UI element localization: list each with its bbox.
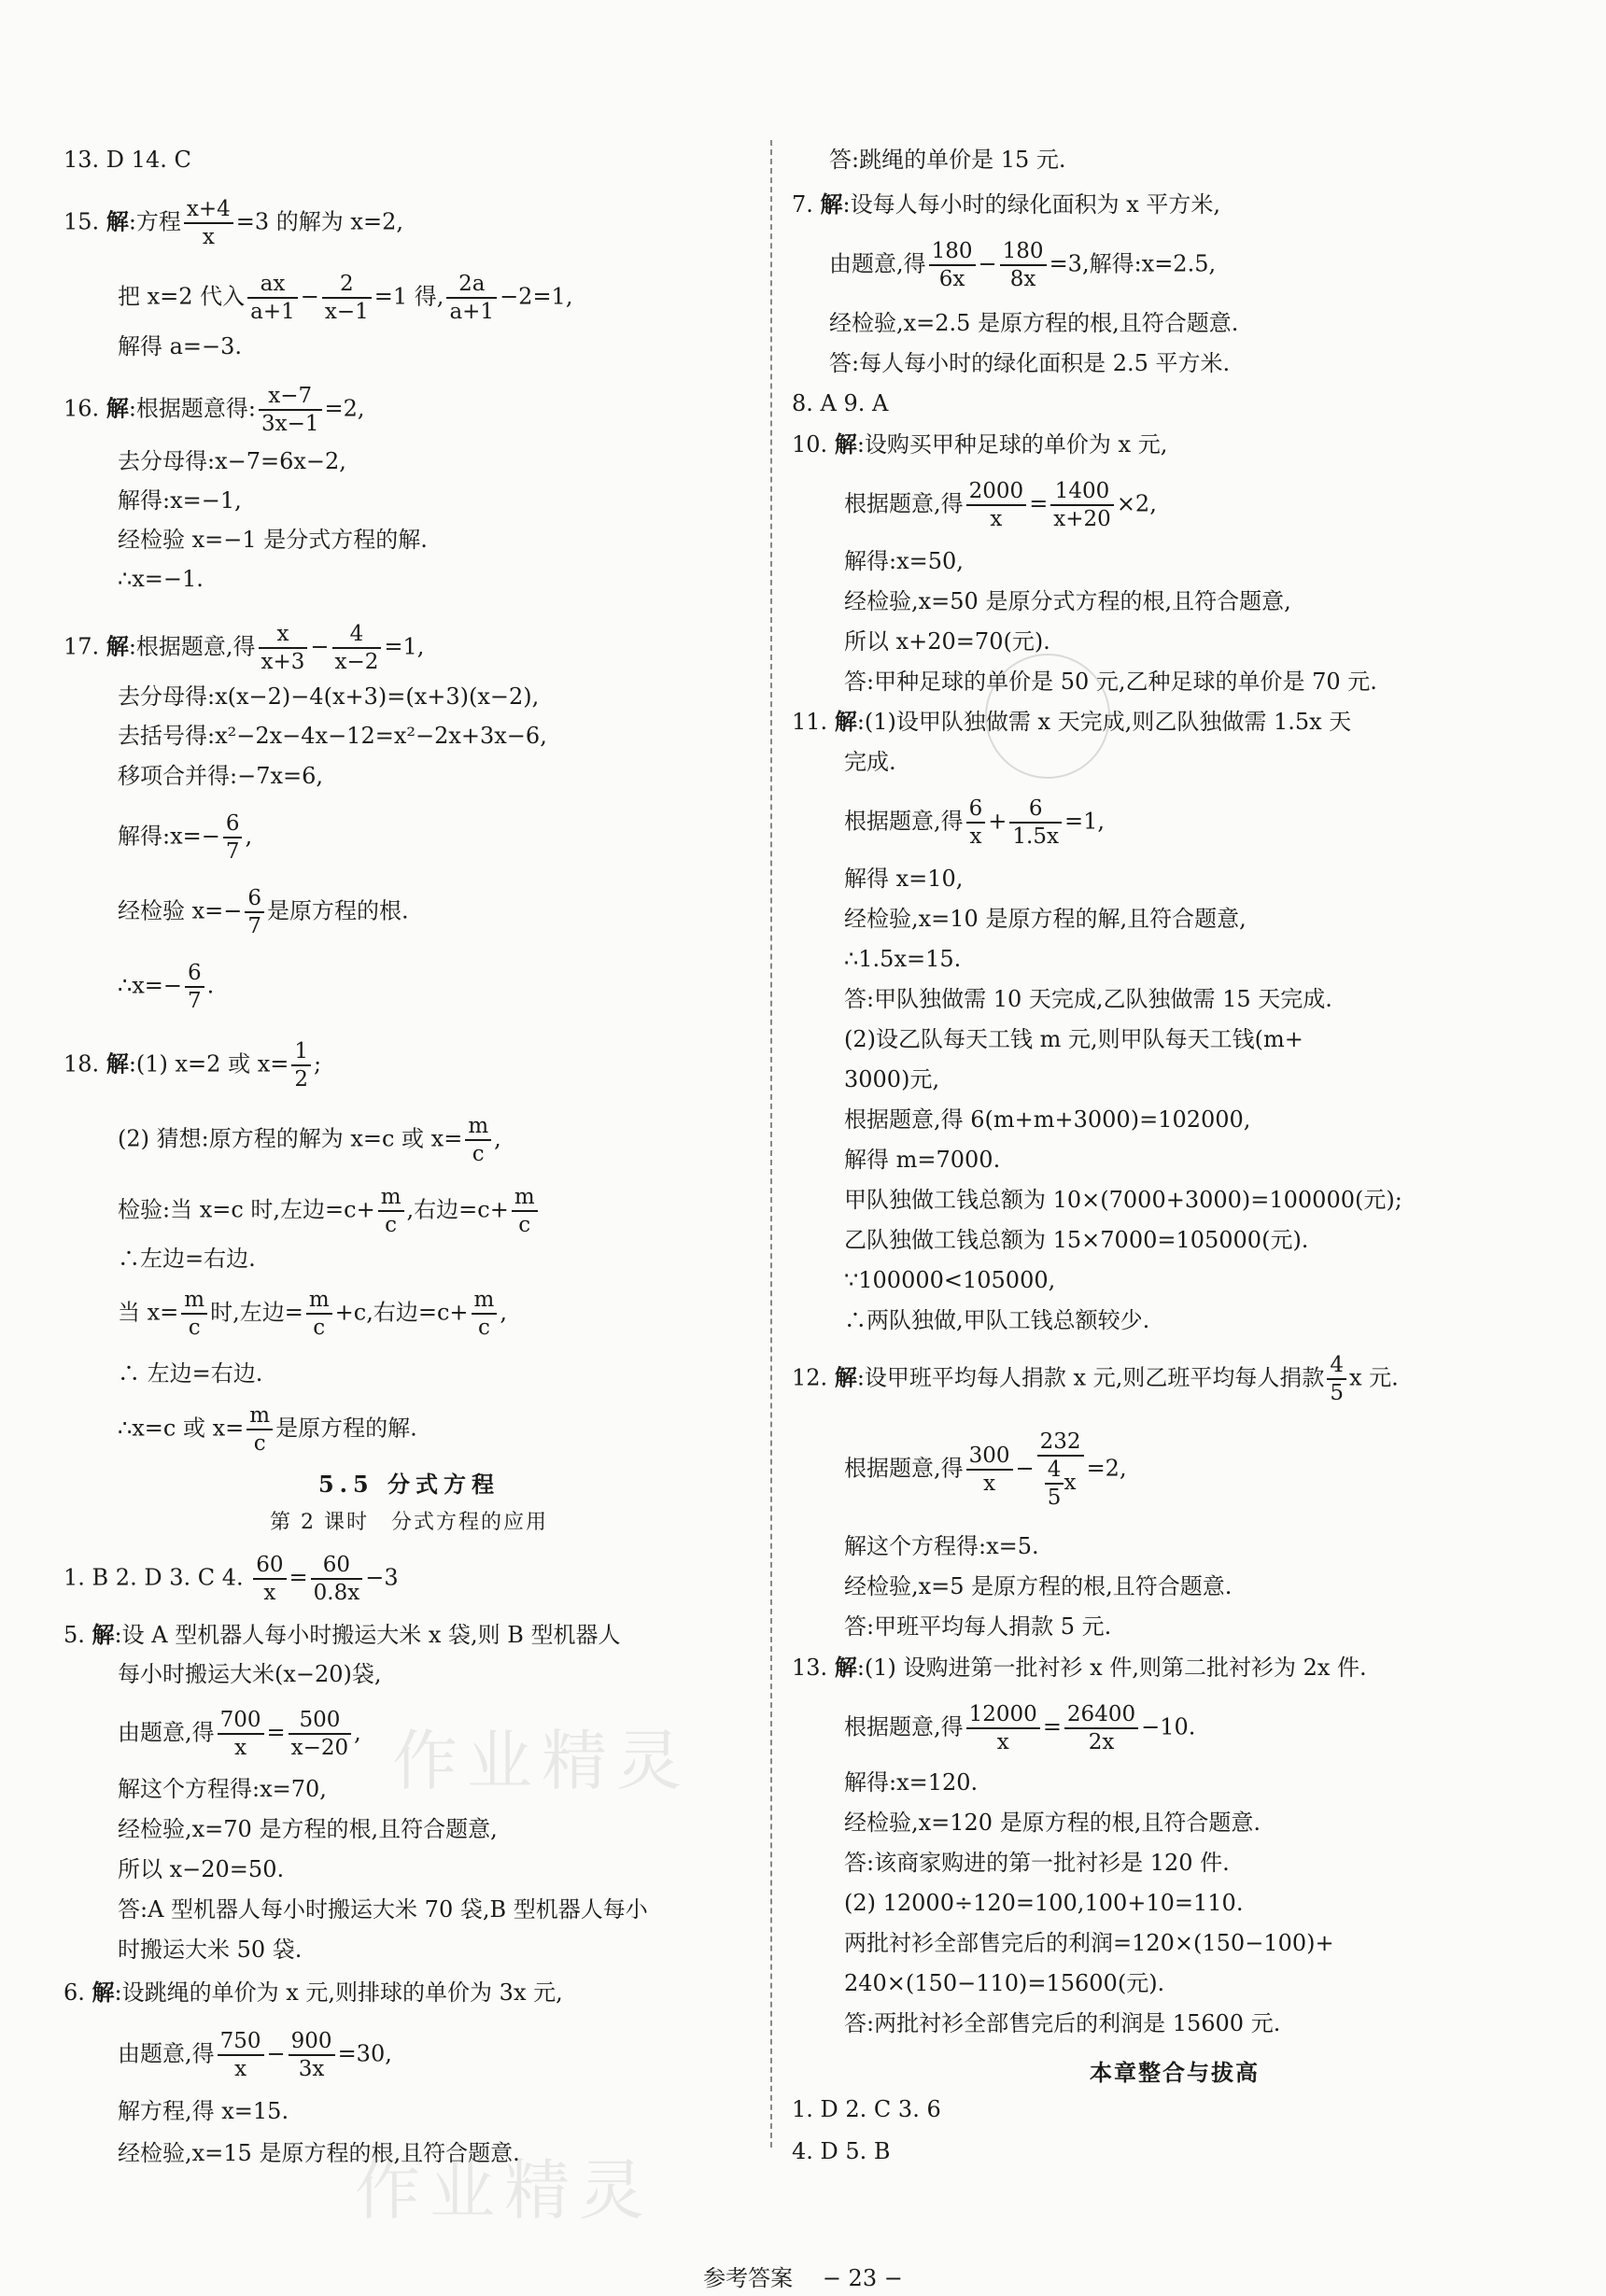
question-18-step: ∴x=c 或 x= $\frac{m}{c}$ 是原方程的解. <box>118 1403 417 1456</box>
question-5-step: 每小时搬运大米(x−20)袋, <box>118 1661 382 1687</box>
question-10-step: 根据题意,得 $\frac{2000}{x}$ = $\frac{1400}{x+20}$ ×2, <box>844 479 1157 531</box>
question-17-step: 解得:x=− $\frac{6}{7}$ , <box>118 811 253 864</box>
question-13-step: 答:该商家购进的第一批衬衫是 120 件. <box>844 1850 1230 1876</box>
question-13: 13. 解:(1) 设购进第一批衬衫 x 件,则第二批衬衫为 2x 件. <box>792 1654 1367 1681</box>
question-13-step: 两批衬衫全部售完后的利润=120×(150−100)+ <box>844 1930 1334 1956</box>
question-10-step: 解得:x=50, <box>844 548 964 574</box>
section-subheading: 第 2 课时 分式方程的应用 <box>270 1511 548 1534</box>
question-13-step: 240×(150−110)=15600(元). <box>844 1970 1165 1996</box>
question-11: 11. 解:(1)设甲队独做需 x 天完成,则乙队独做需 1.5x 天 <box>792 708 1352 735</box>
question-11-step: 甲队独做工钱总额为 10×(7000+3000)=100000(元); <box>844 1187 1402 1213</box>
question-12-step: 答:甲班平均每人捐款 5 元. <box>844 1613 1112 1640</box>
question-5-step: 经检验,x=70 是方程的根,且符合题意, <box>118 1816 498 1842</box>
question-7-step: 经检验,x=2.5 是原方程的根,且符合题意. <box>829 310 1239 336</box>
answer-line: 4. D 5. B <box>792 2138 891 2164</box>
question-18-step: 当 x= $\frac{m}{c}$ 时,左边= $\frac{m}{c}$ +c,右边=c+ $\frac{m}{c}$ , <box>118 1288 507 1340</box>
question-5-step: 解这个方程得:x=70, <box>118 1776 327 1802</box>
watermark: 作业精灵 <box>392 1723 691 1799</box>
answer-line: 8. A 9. A <box>792 390 889 416</box>
question-11-step: 根据题意,得 6(m+m+3000)=102000, <box>844 1106 1251 1133</box>
question-11-step: (2)设乙队每天工钱 m 元,则甲队每天工钱(m+ <box>844 1026 1303 1052</box>
question-11-step: 解得 x=10, <box>844 866 964 892</box>
question-11-step: 完成. <box>844 749 896 775</box>
question-17-step: 经检验 x=− $\frac{6}{7}$ 是原方程的根. <box>118 886 409 938</box>
answer-line: 1. D 2. C 3. 6 <box>792 2096 941 2122</box>
question-15-step: 把 x=2 代入 $\frac{ax}{a+1}$ − $\frac{2}{x-1}$ =1 得, $\frac{2a}{a+1}$ −2=1, <box>118 272 573 324</box>
question-6-step: 解方程,得 x=15. <box>118 2098 289 2124</box>
footer-label: 参考答案 <box>703 2265 794 2291</box>
question-11-step: ∴1.5x=15. <box>844 946 962 972</box>
watermark: 作业精灵 <box>355 2152 654 2229</box>
question-18-step: ∴ 左边=右边. <box>118 1360 263 1387</box>
answer-line: 1. B 2. D 3. C 4. $\frac{60}{x}$ = $\frac{60}{0.8x}$ −3 <box>63 1553 399 1605</box>
section-heading: 本章整合与拔高 <box>1090 2059 1260 2086</box>
question-6-step: 由题意,得 $\frac{750}{x}$ − $\frac{900}{3x}$ =30, <box>118 2029 392 2081</box>
question-7-step: 答:每人每小时的绿化面积是 2.5 平方米. <box>829 350 1231 376</box>
answer-line: 13. D 14. C <box>63 147 191 173</box>
question-17-step: 去分母得:x(x−2)−4(x+3)=(x+3)(x−2), <box>118 683 540 710</box>
page-number: − 23 − <box>822 2265 903 2291</box>
section-heading: 5.5 分式方程 <box>317 1471 500 1498</box>
question-18: 18. 解:(1) x=2 或 x= $\frac{1}{2}$ ; <box>63 1039 322 1092</box>
question-17-step: ∴x=− $\frac{6}{7}$ . <box>118 961 215 1013</box>
question-12-step: 解这个方程得:x=5. <box>844 1533 1039 1559</box>
question-11-step: 乙队独做工钱总额为 15×7000=105000(元). <box>844 1227 1309 1253</box>
stamp-icon <box>985 654 1110 779</box>
question-5: 5. 解:设 A 型机器人每小时搬运大米 x 袋,则 B 型机器人 <box>63 1621 621 1648</box>
question-6: 6. 解:设跳绳的单价为 x 元,则排球的单价为 3x 元, <box>63 1979 563 2006</box>
question-5-step: 所以 x−20=50. <box>118 1856 285 1882</box>
page-footer <box>0 2260 1606 2292</box>
question-6-step: 经检验,x=15 是原方程的根,且符合题意. <box>118 2140 520 2166</box>
question-7: 7. 解:设每人每小时的绿化面积为 x 平方米, <box>792 190 1221 218</box>
question-10-step: 所以 x+20=70(元). <box>844 628 1050 655</box>
question-13-step: 经检验,x=120 是原方程的根,且符合题意. <box>844 1810 1261 1836</box>
question-11-step: ∴两队独做,甲队工钱总额较少. <box>844 1307 1150 1333</box>
question-16: 16. 解:根据题意得: $\frac{x-7}{3x-1}$ =2, <box>63 384 365 436</box>
question-5-step: 由题意,得 $\frac{700}{x}$ = $\frac{500}{x-20}$ , <box>118 1708 361 1760</box>
question-11-step: 经检验,x=10 是原方程的解,且符合题意, <box>844 906 1247 932</box>
question-18-step: (2) 猜想:原方程的解为 x=c 或 x= $\frac{m}{c}$ , <box>118 1114 501 1166</box>
question-16-step: 经检验 x=−1 是分式方程的解. <box>118 527 428 553</box>
question-18-step: 检验:当 x=c 时,左边=c+ $\frac{m}{c}$ ,右边=c+ $\frac{m}{c}$ <box>118 1184 541 1238</box>
question-11-step: ∵100000<105000, <box>844 1267 1056 1293</box>
question-15: 15. 解:方程 $\frac{x+4}{x}$ =3 的解为 x=2, <box>63 197 403 249</box>
question-16-step: 解得:x=−1, <box>118 487 242 514</box>
question-11-step: 解得 m=7000. <box>844 1147 1001 1173</box>
question-16-step: ∴x=−1. <box>118 566 204 592</box>
question-13-step: 答:两批衬衫全部售完后的利润是 15600 元. <box>844 2010 1281 2036</box>
question-11-step: 根据题意,得 $\frac{6}{x}$ + $\frac{6}{1.5x}$ =1, <box>844 796 1105 849</box>
question-11-step: 3000)元, <box>844 1066 940 1092</box>
question-17-step: 去括号得:x²−2x−4x−12=x²−2x+3x−6, <box>118 723 547 749</box>
question-10-step: 答:甲种足球的单价是 50 元,乙种足球的单价是 70 元. <box>844 669 1377 695</box>
question-13-step: 根据题意,得 $\frac{12000}{x}$ = $\frac{26400}{2x}$ −10. <box>844 1702 1196 1754</box>
question-5-step: 答:A 型机器人每小时搬运大米 70 袋,B 型机器人每小 <box>118 1896 648 1923</box>
question-5-step: 时搬运大米 50 袋. <box>118 1937 303 1963</box>
question-10: 10. 解:设购买甲种足球的单价为 x 元, <box>792 430 1168 458</box>
question-13-step: 解得:x=120. <box>844 1769 979 1796</box>
question-17-step: 移项合并得:−7x=6, <box>118 763 324 789</box>
question-11-step: 答:甲队独做需 10 天完成,乙队独做需 15 天完成. <box>844 986 1332 1012</box>
question-18-step: ∴左边=右边. <box>118 1246 256 1272</box>
question-12-step: 根据题意,得 $\frac{300}{x}$ − 232 $\frac{4}{5}$ x =2, <box>844 1430 1127 1510</box>
question-15-result: 解得 a=−3. <box>118 333 243 359</box>
question-10-step: 经检验,x=50 是原分式方程的根,且符合题意, <box>844 588 1291 614</box>
question-13-step: (2) 12000÷120=100,100+10=110. <box>844 1890 1244 1916</box>
question-7-step: 由题意,得 $\frac{180}{6x}$ − $\frac{180}{8x}$ =3,解得:x=2.5, <box>829 239 1217 291</box>
column-divider <box>770 140 772 2148</box>
answer-line: 答:跳绳的单价是 15 元. <box>829 147 1066 173</box>
question-12: 12. 解:设甲班平均每人捐款 x 元,则乙班平均每人捐款 $\frac{4}{5}$ x 元. <box>792 1353 1399 1405</box>
question-16-step: 去分母得:x−7=6x−2, <box>118 448 346 474</box>
question-17: 17. 解:根据题意,得 $\frac{x}{x+3}$ − $\frac{4}{x-2}$ =1, <box>63 622 425 674</box>
question-12-step: 经检验,x=5 是原方程的根,且符合题意. <box>844 1573 1233 1599</box>
